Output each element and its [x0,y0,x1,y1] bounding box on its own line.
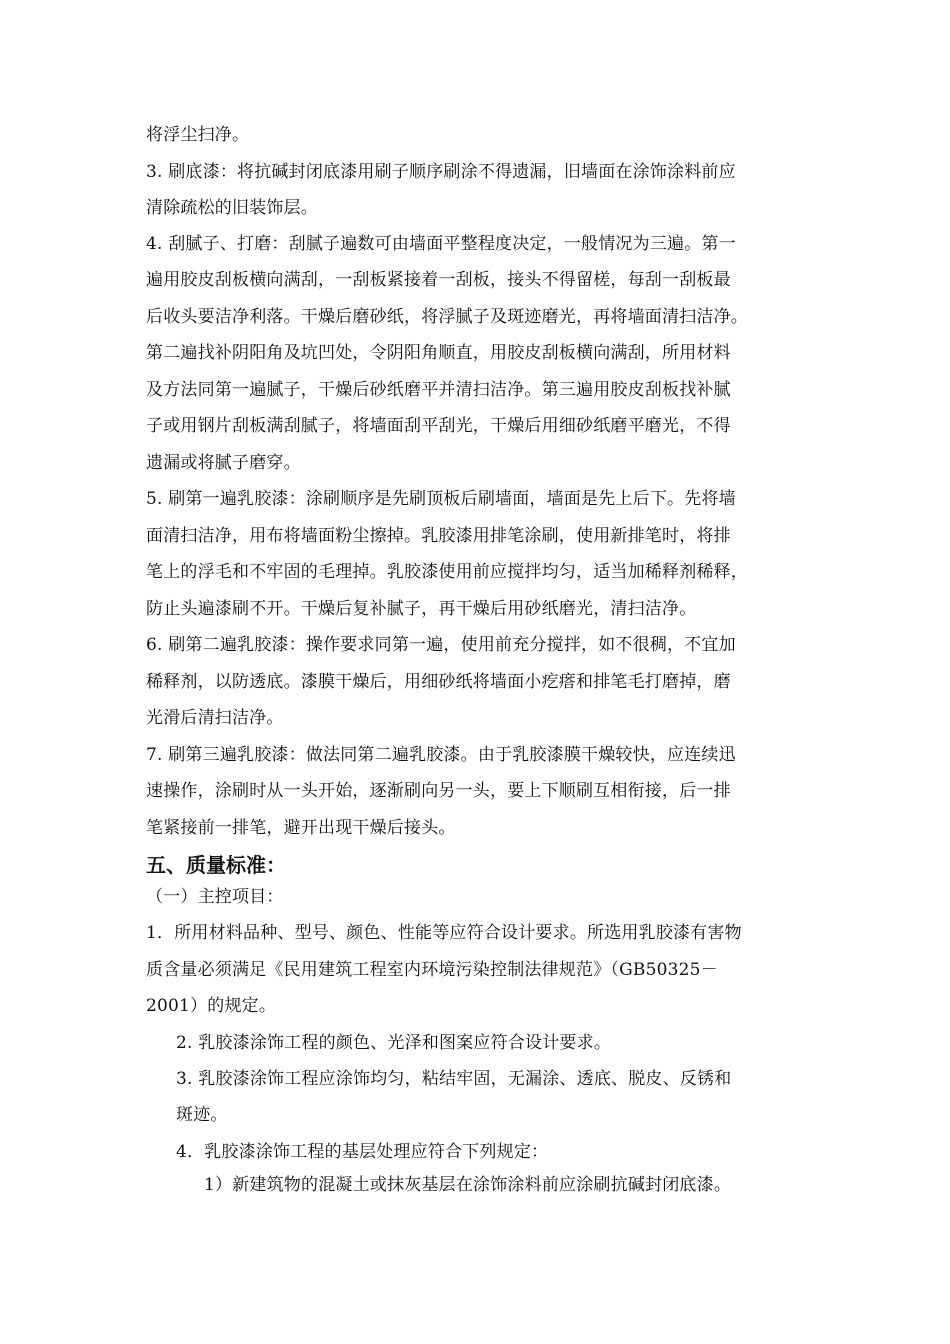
list-item: 1）新建筑物的混凝土或抹灰基层在涂饰涂料前应涂刷抗碱封闭底漆。 [204,1175,732,1195]
text-line: 4. 刮腻子、打磨：刮腻子遍数可由墙面平整程度决定，一般情况为三遍。第一 [146,234,736,254]
text-line: 清除疏松的旧装饰层。 [146,198,318,218]
text-line: 后收头要洁净利落。干燥后磨砂纸，将浮腻子及斑迹磨光，再将墙面清扫洁净。 [146,307,748,327]
text-line: 光滑后清扫洁净。 [146,708,284,728]
text-line: 5. 刷第一遍乳胶漆：涂刷顺序是先刷顶板后刷墙面，墙面是先上后下。先将墙 [146,489,736,509]
text-line: 遗漏或将腻子磨穿。 [146,453,301,473]
text-line: 6. 刷第二遍乳胶漆：操作要求同第一遍，使用前充分搅拌，如不很稠，不宜加 [146,635,736,655]
text-line: 遍用胶皮刮板横向满刮，一刮板紧接着一刮板，接头不得留槎，每刮一刮板最 [146,270,731,290]
text-line: 及方法同第一遍腻子，干燥后砂纸磨平并清扫洁净。第三遍用胶皮刮板找补腻 [146,380,731,400]
list-item: 3. 乳胶漆涂饰工程应涂饰均匀，粘结牢固，无漏涂、透底、脱皮、反锈和 [176,1069,732,1089]
list-item: 1．所用材料品种、型号、颜色、性能等应符合设计要求。所选用乳胶漆有害物 [146,923,742,943]
text-line: 笔紧接前一排笔，避开出现干燥后接头。 [146,818,456,838]
list-item: 2. 乳胶漆涂饰工程的颜色、光泽和图案应符合设计要求。 [176,1033,612,1053]
text-line: 笔上的浮毛和不牢固的毛理掉。乳胶漆使用前应搅拌均匀，适当加稀释剂稀释， [146,562,748,582]
text-line: 3. 刷底漆：将抗碱封闭底漆用刷子顺序刷涂不得遗漏，旧墙面在涂饰涂料前应 [146,162,736,182]
text-line: 将浮尘扫净。 [146,125,250,145]
list-item: 质含量必须满足《民用建筑工程室内环境污染控制法律规范》（GB50325－ [146,960,718,980]
list-item: 斑迹。 [176,1105,228,1125]
text-line: 防止头遍漆刷不开。干燥后复补腻子，再干燥后用砂纸磨光，清扫洁净。 [146,599,697,619]
text-line: 第二遍找补阴阳角及坑凹处，令阴阳角顺直，用胶皮刮板横向满刮，所用材料 [146,343,731,363]
text-line: 速操作，涂刷时从一头开始，逐渐刷向另一头，要上下顺刷互相衔接，后一排 [146,781,731,801]
list-item: 2001）的规定。 [146,996,277,1016]
text-line: 7. 刷第三遍乳胶漆：做法同第二遍乳胶漆。由于乳胶漆膜干燥较快，应连续迅 [146,745,736,765]
text-line: 稀释剂，以防透底。漆膜干燥后，用细砂纸将墙面小疙瘩和排笔毛打磨掉，磨 [146,672,731,692]
text-line: 子或用钢片刮板满刮腻子，将墙面刮平刮光，干燥后用细砂纸磨平磨光，不得 [146,416,731,436]
list-item: 4．乳胶漆涂饰工程的基层处理应符合下列规定： [176,1142,549,1162]
text-line: 面清扫洁净，用布将墙面粉尘擦掉。乳胶漆用排笔涂刷，使用新排笔时，将排 [146,526,731,546]
subheading: （一）主控项目： [146,887,284,907]
section-heading: 五、质量标准： [146,853,286,877]
